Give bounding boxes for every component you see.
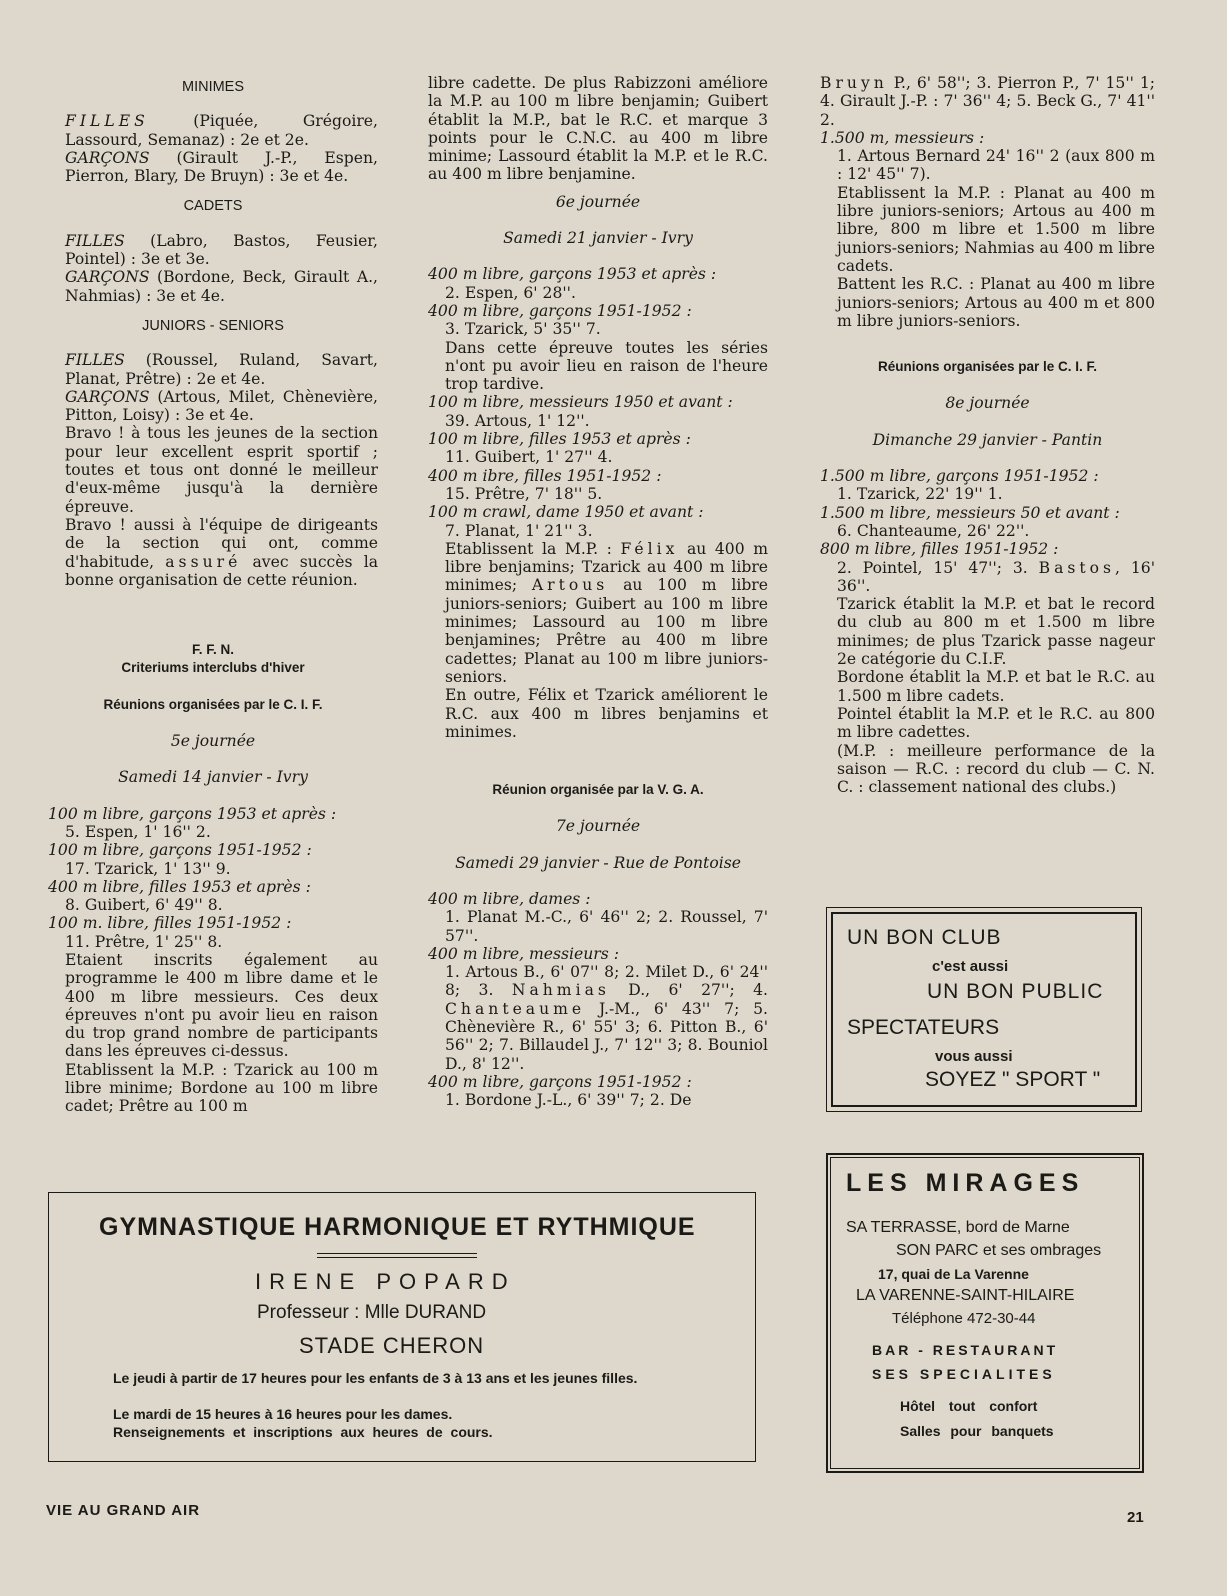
- ad-line: LA VARENNE-SAINT-HILAIRE: [856, 1287, 1075, 1304]
- result-category: 1.500 m libre, garçons 1951-1952 :: [820, 467, 1099, 486]
- ad-line: SON PARC et ses ombrages: [896, 1242, 1102, 1259]
- paragraph: Bravo ! aussi à l'équipe de dirigeants de la section qui ont, comme d'habitude, assuré avec succès la bonne organisation de cette réunion.: [65, 515, 379, 589]
- result-line: 1. Artous B., 6' 07'' 8; 2. Milet D., 6' 24'' 8; 3. Nahmias D., 6' 27''; 4. Chanteaume J.-M., 6' 43'' 7; 5. Chènevière R., 6' 55' 3; 6. Pitton B., 6' 56'' 2; 7. Billaudel J., 7' 12'' 3; 8. Bouniol D., 8' 12''.: [445, 963, 768, 1073]
- result-category: 100 m. libre, filles 1951-1952 :: [48, 914, 292, 933]
- ad-line: Le mardi de 15 heures à 16 heures pour les dames.: [113, 1406, 453, 1422]
- result-line: 39. Artous, 1' 12''.: [445, 411, 590, 430]
- date-label: Samedi 29 janvier - Rue de Pontoise: [455, 853, 741, 872]
- result-line: 5. Espen, 1' 16'' 2.: [65, 822, 211, 841]
- paragraph: FILLES (Roussel, Ruland, Savart, Planat, Prêtre) : 2e et 4e.: [65, 351, 378, 388]
- date-label: Dimanche 29 janvier - Pantin: [872, 430, 1103, 449]
- journee-label: 6e journée: [555, 192, 641, 211]
- heading-reunion-vga: Réunion organisée par la V. G. A.: [492, 782, 704, 798]
- result-line: 15. Prêtre, 7' 18'' 5.: [445, 484, 603, 503]
- result-line: 8. Guibert, 6' 49'' 8.: [65, 896, 223, 915]
- result-category: 400 m libre, messieurs :: [428, 944, 619, 963]
- result-category: 100 m crawl, dame 1950 et avant :: [428, 503, 704, 522]
- result-line: 1. Bordone J.-L., 6' 39'' 7; 2. De: [445, 1091, 692, 1110]
- ad-line: BAR - RESTAURANT: [872, 1342, 1059, 1358]
- result-line: 3. Tzarick, 5' 35'' 7.: [445, 320, 601, 339]
- ad-gymnastique: [48, 1192, 756, 1462]
- paragraph: Etablissent la M.P. : Tzarick au 100 m libre minime; Bordone au 100 m libre cadet; Prêtre au 100 m: [65, 1060, 378, 1116]
- result-category: 100 m libre, garçons 1953 et après :: [48, 804, 337, 823]
- paragraph: Pointel établit la M.P. et le R.C. au 800 m libre cadettes.: [837, 704, 1155, 742]
- paragraph: Bruyn P., 6' 58''; 3. Pierron P., 7' 15'' 1; 4. Girault J.-P. : 7' 36'' 4; 5. Beck G., 7' 41'' 2.: [820, 74, 1155, 129]
- ad-name: IRENE POPARD: [255, 1269, 516, 1294]
- result-line: 1. Tzarick, 22' 19'' 1.: [837, 485, 1003, 504]
- ad-les-mirages: [826, 1153, 1144, 1473]
- paragraph: Etablissent la M.P. : Félix au 400 m libre benjamins; Tzarick au 400 m libre minimes; Artous au 100 m libre juniors-seniors; Guibert au 100 m libre minimes; Lassourd au 100 m libre benjamines; Prêtre au 400 m libre cadettes; Planat au 100 m libre juniors-seniors.: [445, 539, 768, 686]
- ad-line: vous aussi: [935, 1048, 1013, 1065]
- result-category: 400 m libre, garçons 1951-1952 :: [428, 301, 692, 320]
- heading-criteriums: Criteriums interclubs d'hiver: [121, 660, 305, 676]
- paragraph: GARÇONS (Artous, Milet, Chènevière, Pitton, Loisy) : 3e et 4e.: [65, 387, 378, 425]
- ad-line: Renseignements et inscriptions aux heures de cours.: [113, 1424, 493, 1440]
- footer-magazine-title: VIE AU GRAND AIR: [46, 1502, 201, 1519]
- result-line: 6. Chanteaume, 26' 22''.: [837, 521, 1030, 540]
- ad-line: c'est aussi: [932, 958, 1009, 975]
- ad-line: SES SPECIALITES: [872, 1366, 1056, 1382]
- result-line: 11. Prêtre, 1' 25'' 8.: [65, 932, 223, 951]
- result-category: 800 m libre, filles 1951-1952 :: [820, 540, 1059, 559]
- result-category: 1.500 m libre, messieurs 50 et avant :: [820, 503, 1120, 522]
- date-label: Samedi 14 janvier - Ivry: [118, 768, 308, 787]
- ad-line: SPECTATEURS: [847, 1016, 1000, 1039]
- result-line: 17. Tzarick, 1' 13'' 9.: [65, 859, 231, 878]
- result-category: 400 m libre, garçons 1951-1952 :: [428, 1072, 692, 1091]
- paragraph: Bordone établit la M.P. et bat le R.C. au 1.500 m libre cadets.: [837, 668, 1155, 705]
- paragraph: GARÇONS (Bordone, Beck, Girault A., Nahmias) : 3e et 4e.: [65, 268, 378, 305]
- ad-title: LES MIRAGES: [846, 1169, 1085, 1197]
- paragraph: Etablissent la M.P. : Planat au 400 m libre juniors-seniors; Artous au 400 m libre, 800 m libre et 1.500 m libre juniors-seniors; Nahmias au 400 m libre cadets.: [837, 183, 1155, 275]
- paragraph: FILLES (Labro, Bastos, Feusier, Pointel) : 3e et 3e.: [65, 231, 378, 269]
- result-category: 100 m libre, garçons 1951-1952 :: [48, 841, 312, 860]
- ad-line: STADE CHERON: [299, 1333, 485, 1358]
- result-category: 100 m libre, filles 1953 et après :: [428, 430, 691, 449]
- paragraph: En outre, Félix et Tzarick améliorent le R.C. aux 400 m libres benjamins et minimes.: [445, 686, 768, 741]
- ad-line: 17, quai de La Varenne: [878, 1266, 1029, 1282]
- result-category: 400 m libre, dames :: [428, 889, 591, 908]
- paragraph: Tzarick établit la M.P. et bat le record du club au 800 m et 1.500 m libre minimes; de plus Tzarick passe nageur 2e catégorie du C.I.F.: [837, 595, 1155, 669]
- result-line: 1. Planat M.-C., 6' 46'' 2; 2. Roussel, 7' 57''.: [445, 908, 768, 945]
- ad-line: Hôtel tout confort: [900, 1398, 1038, 1414]
- heading-ffn: F. F. N.: [191, 642, 234, 658]
- paragraph: FILLES (Piquée, Grégoire, Lassourd, Semanaz) : 2e et 2e.: [65, 112, 378, 149]
- paragraph: libre cadette. De plus Rabizzoni améliore la M.P. au 100 m libre benjamin; Guibert établit la M.P., bat le R.C. et marque 3 points pour le C.N.C. au 400 m libre minime; Lassourd établit la M.P. et le R.C. au 400 m libre benjamine.: [428, 74, 768, 184]
- heading-reunions: Réunions organisées par le C. I. F.: [103, 696, 323, 712]
- result-line: 1. Artous Bernard 24' 16'' 2 (aux 800 m : 12' 45'' 7).: [837, 147, 1155, 184]
- result-line: 2. Pointel, 15' 47''; 3. Bastos, 16' 36''.: [837, 558, 1156, 595]
- ad-line: Salles pour banquets: [900, 1423, 1054, 1439]
- journee-label: 7e journée: [555, 817, 641, 836]
- page-number: 21: [1127, 1509, 1144, 1526]
- ad-un-bon-club: [826, 907, 1142, 1112]
- journee-label: 5e journée: [170, 732, 256, 751]
- result-category: 1.500 m, messieurs :: [820, 128, 985, 147]
- result-line: 11. Guibert, 1' 27'' 4.: [445, 448, 613, 467]
- heading-reunions: Réunions organisées par le C. I. F.: [877, 359, 1098, 375]
- journee-label: 8e journée: [945, 394, 1030, 413]
- section-title-juniors-seniors: JUNIORS - SENIORS: [142, 317, 284, 334]
- result-category: 400 m libre, garçons 1953 et après :: [428, 265, 717, 284]
- result-category: 400 m ibre, filles 1951-1952 :: [428, 466, 662, 485]
- paragraph: Etaient inscrits également au programme le 400 m libre dame et le 400 m libre messieurs. Ces deux épreuves n'ont pu avoir lieu en raison du trop grand nombre de participants dans les épreuves ci-dessus.: [65, 950, 378, 1061]
- column-1: [48, 74, 378, 1116]
- ad-line: UN BON PUBLIC: [927, 980, 1104, 1003]
- result-category: 400 m libre, filles 1953 et après :: [48, 877, 311, 896]
- ad-paragraph: Le jeudi à partir de 17 heures pour les enfants de 3 à 13 ans et les jeunes filles.: [113, 1370, 638, 1386]
- result-category: 100 m libre, messieurs 1950 et avant :: [428, 393, 733, 412]
- paragraph: Bravo ! à tous les jeunes de la section pour leur excellent esprit sportif ; toutes et tous ont donné le meilleur d'eux-même jusqu'à la dernière épreuve.: [65, 424, 378, 516]
- ad-line: SA TERRASSE, bord de Marne: [846, 1219, 1070, 1236]
- date-label: Samedi 21 janvier - Ivry: [503, 229, 693, 248]
- section-title-minimes: MINIMES: [181, 79, 245, 95]
- column-2: [428, 74, 768, 1110]
- ad-line: UN BON CLUB: [847, 926, 1002, 949]
- ad-line: Téléphone 472-30-44: [892, 1310, 1036, 1327]
- paragraph: Battent les R.C. : Planat au 400 m libre juniors-seniors; Artous au 400 m et 800 m libre juniors-seniors.: [837, 275, 1155, 330]
- ad-line: Professeur : Mlle DURAND: [257, 1302, 487, 1323]
- legend-note: (M.P. : meilleure performance de la saison — R.C. : record du club — C. N. C. : classement national des clubs.): [837, 741, 1155, 797]
- column-3: [820, 74, 1155, 796]
- result-line: 7. Planat, 1' 21'' 3.: [445, 521, 593, 540]
- result-line: 2. Espen, 6' 28''.: [445, 283, 576, 302]
- section-title-cadets: CADETS: [183, 198, 243, 215]
- paragraph: GARÇONS (Girault J.-P., Espen, Pierron, Blary, De Bruyn) : 3e et 4e.: [65, 148, 378, 186]
- paragraph: Dans cette épreuve toutes les séries n'ont pu avoir lieu en raison de l'heure trop tardive.: [445, 338, 768, 394]
- ad-line: SOYEZ " SPORT ": [925, 1068, 1101, 1091]
- ad-title: GYMNASTIQUE HARMONIQUE ET RYTHMIQUE: [99, 1213, 696, 1241]
